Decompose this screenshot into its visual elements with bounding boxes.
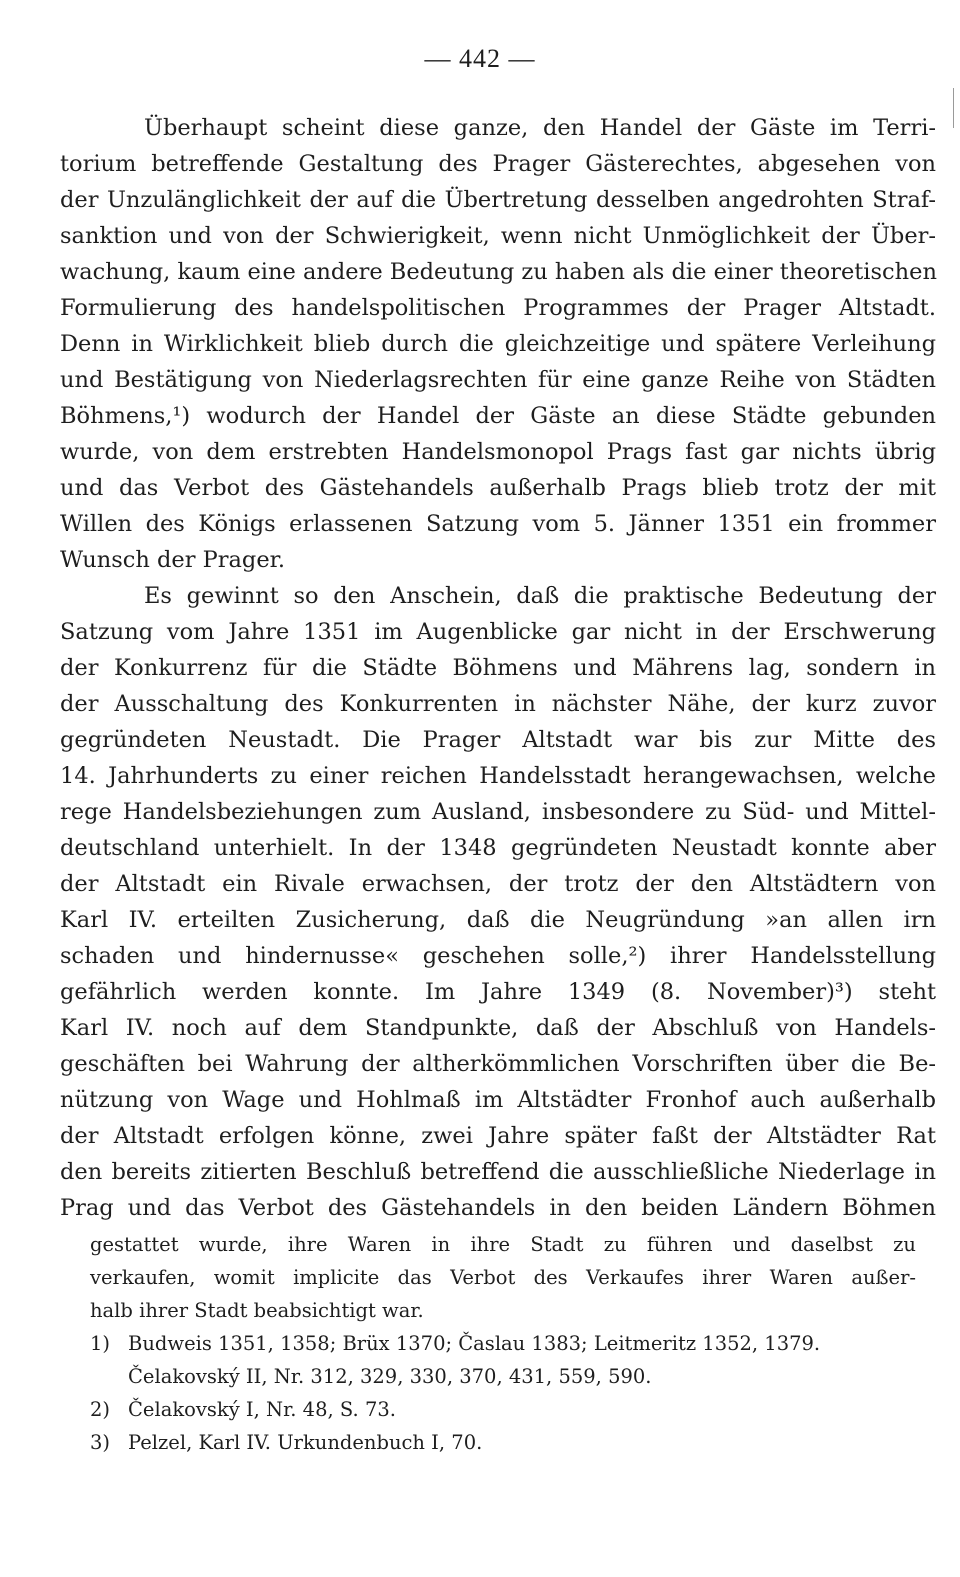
footnote-number: 3) [90,1431,111,1454]
text-line: 14. Jahrhunderts zu einer reichen Handelsstadt herangewachsen, welche [60,763,936,789]
text-line: wurde, von dem erstrebten Handelsmonopol Prags fast gar nichts übrig [60,439,936,465]
footnote-line: verkaufen, womit implicite das Verbot des Verkaufes ihrer Waren außer- [90,1266,916,1289]
footnote-continuation [90,1228,916,1327]
footnote-number: 1) [90,1332,111,1355]
text-line: der Altstadt erfolgen könne, zwei Jahre später faßt der Altstädter Rat [60,1123,936,1149]
text-line: sanktion und von der Schwierigkeit, wenn nicht Unmöglichkeit der Über- [60,223,936,249]
text-line: Satzung vom Jahre 1351 im Augenblicke gar nicht in der Erschwerung [60,619,936,645]
footnote-1 [90,1327,916,1393]
text-line: Willen des Königs erlassenen Satzung vom 5. Jänner 1351 ein frommer [60,511,936,537]
text-line: gegründeten Neustadt. Die Prager Altstadt war bis zur Mitte des [60,727,936,753]
footnote-3 [90,1426,916,1459]
text-line: geschäften bei Wahrung der altherkömmlichen Vorschriften über die Be- [60,1051,936,1077]
footnote-line: gestattet wurde, ihre Waren in ihre Stadt zu führen und daselbst zu [90,1233,916,1256]
main-text [60,110,936,1226]
paragraph-2 [60,578,936,1226]
text-line: rege Handelsbeziehungen zum Ausland, insbesondere zu Süd- und Mittel- [60,799,936,825]
text-line: Überhaupt scheint diese ganze, den Handel der Gäste im Terri- [144,115,936,141]
text-line: nützung von Wage und Hohlmaß im Altstädter Fronhof auch außerhalb [60,1087,936,1113]
page-edge-mark [953,88,954,128]
text-line: Es gewinnt so den Anschein, daß die praktische Bedeutung der [144,583,936,609]
text-line: Karl IV. erteilten Zusicherung, daß die Neugründung »an allen irn [60,907,936,933]
footnote-line: halb ihrer Stadt beabsichtigt war. [90,1299,424,1322]
text-line: Böhmens,¹) wodurch der Handel der Gäste an diese Städte gebunden [60,403,936,429]
text-line: Denn in Wirklichkeit blieb durch die gleichzeitige und spätere Verleihung [60,331,936,357]
text-line: den bereits zitierten Beschluß betreffend die ausschließliche Niederlage in [60,1159,936,1185]
footnote-text: Čelakovský I, Nr. 48, S. 73. [128,1398,396,1421]
text-line: torium betreffende Gestaltung des Prager Gästerechtes, abgesehen von [60,151,936,177]
text-line: der Ausschaltung des Konkurrenten in nächster Nähe, der kurz zuvor [60,691,936,717]
text-line: deutschland unterhielt. In der 1348 gegründeten Neustadt konnte aber [60,835,936,861]
text-line: schaden und hindernusse« geschehen solle,²) ihrer Handelsstellung [60,943,936,969]
text-line: Prag und das Verbot des Gästehandels in den beiden Ländern Böhmen [60,1195,936,1221]
footnote-text: Pelzel, Karl IV. Urkundenbuch I, 70. [128,1431,483,1454]
text-line: der Konkurrenz für die Städte Böhmens und Mährens lag, sondern in [60,655,936,681]
text-line: der Unzulänglichkeit der auf die Übertretung desselben angedrohten Straf- [60,187,936,213]
text-line: Karl IV. noch auf dem Standpunkte, daß der Abschluß von Handels- [60,1015,936,1041]
paragraph-1 [60,110,936,578]
footnote-text: Budweis 1351, 1358; Brüx 1370; Časlau 1383; Leitmeritz 1352, 1379. [128,1332,821,1355]
footnote-line [90,1393,916,1426]
footnotes [90,1228,916,1459]
footnote-2 [90,1393,916,1426]
text-line: Wunsch der Prager. [60,547,286,573]
text-line: wachung, kaum eine andere Bedeutung zu haben als die einer theoretischen [60,259,937,285]
footnote-line [90,1327,916,1360]
text-line: gefährlich werden konnte. Im Jahre 1349 (8. November)³) steht [60,979,936,1005]
footnote-line: Čelakovský II, Nr. 312, 329, 330, 370, 431, 559, 590. [128,1365,652,1388]
text-line: und Bestätigung von Niederlagsrechten für eine ganze Reihe von Städten [60,367,936,393]
footnote-number: 2) [90,1398,111,1421]
footnote-line [90,1426,916,1459]
text-line: Formulierung des handelspolitischen Programmes der Prager Altstadt. [60,295,936,321]
text-line: und das Verbot des Gästehandels außerhalb Prags blieb trotz der mit [60,475,936,501]
page-number: — 442 — [424,44,536,73]
text-line: der Altstadt ein Rivale erwachsen, der trotz der den Altstädtern von [60,871,936,897]
